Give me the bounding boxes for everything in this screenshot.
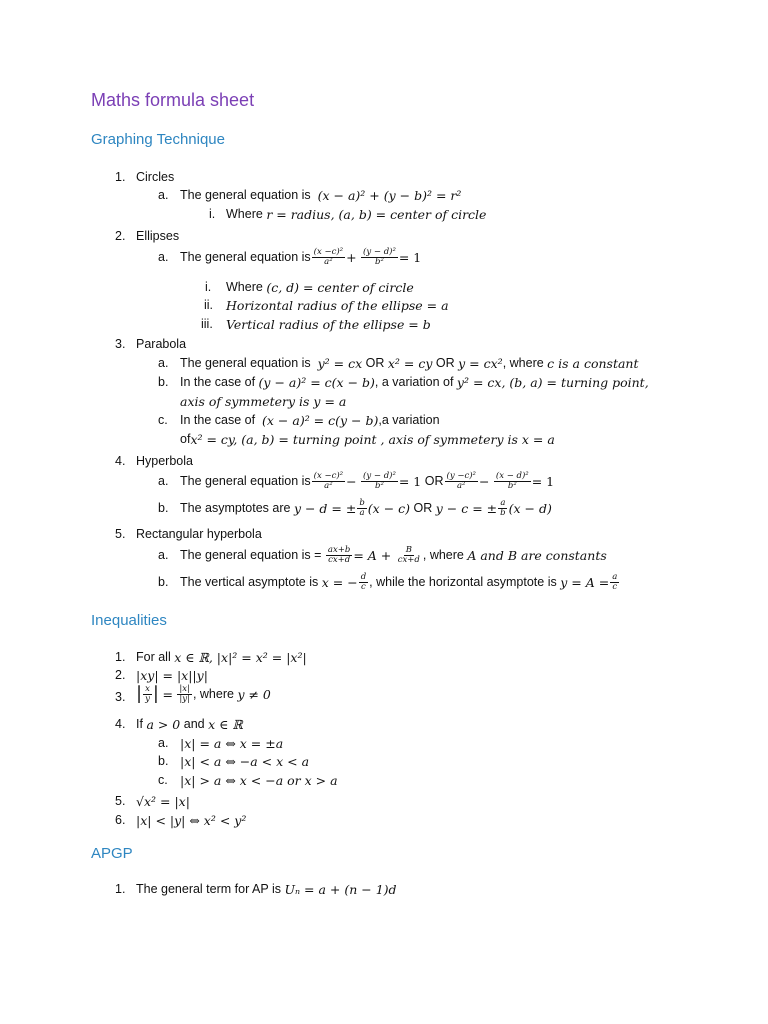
sub-letter: a. [158, 356, 169, 370]
sub-letter: b. [158, 375, 169, 389]
sub-letter: a. [158, 547, 169, 562]
item-label-rectangular-hyperbola: Rectangular hyperbola [136, 527, 262, 541]
denominator: a² [324, 256, 333, 267]
case-text: In the case of [180, 413, 256, 427]
for-all-text: For all [136, 650, 171, 664]
equation-math: = A + [353, 547, 392, 563]
condition-math: x ∈ ℝ [208, 717, 243, 732]
numerator: x [145, 684, 150, 694]
inequality-item-6: |x| < |y| ⇔ x² < y² [136, 813, 247, 828]
equation-text: The general equation is [180, 188, 311, 202]
radius-math: Vertical radius of the ellipse = b [226, 317, 431, 332]
parabola-case-b [158, 375, 649, 390]
numerator: (y − d)² [363, 471, 396, 481]
or-text: OR [435, 356, 455, 370]
asymptote-text: The vertical asymptote is [180, 574, 319, 589]
where-text: Where [226, 207, 263, 221]
hyperbola-asymptotes [158, 499, 552, 518]
asymptote-text: , while the horizontal asymptote is [369, 574, 557, 589]
and-text: and [183, 717, 205, 731]
sub-letter: c. [158, 413, 168, 427]
inequality-item-2: |xy| = |x||y| [136, 668, 208, 683]
inequality-math: |x| < a ⇔ −a < x < a [180, 754, 310, 769]
list-number: 3. [115, 690, 126, 704]
equals-one: = 1 [398, 249, 422, 265]
equation-math: (x − a)² + (y − b)² = r² [317, 188, 462, 203]
equation-text: The general equation is [180, 249, 311, 264]
inequality-item-4a [158, 736, 283, 751]
general-term-text: The general term for AP is [136, 882, 281, 896]
denominator: |y| [179, 693, 190, 704]
equals-one: = 1 [398, 473, 422, 489]
sub-letter: b. [158, 500, 169, 515]
list-number: 5. [115, 794, 126, 808]
where-text: , where [422, 547, 464, 562]
inequality-item-4b [158, 754, 309, 769]
denominator: cx+d [397, 554, 420, 565]
asymptote-math: y = A = [560, 574, 610, 590]
equals-one: = 1 [531, 473, 555, 489]
ellipses-general-equation [158, 248, 421, 267]
equation-text: The general equation is = [180, 547, 322, 562]
list-number: 1. [115, 650, 126, 664]
case-text: In the case of [180, 375, 256, 389]
inequality-item-1 [136, 650, 307, 665]
roman-number: ii. [204, 298, 214, 312]
condition-math: y ≠ 0 [237, 686, 271, 702]
constant-math: c is a constant [547, 356, 639, 371]
where-math: r = radius, (a, b) = center of circle [266, 207, 487, 222]
fraction [494, 472, 531, 491]
variation-text: ,a variation [378, 413, 440, 427]
parabola-case-c-line2 [180, 432, 555, 447]
fraction [361, 248, 398, 267]
fraction [361, 472, 398, 491]
denominator: a [359, 507, 365, 518]
list-number: 1. [115, 882, 126, 896]
equation-math: x² = cy [387, 356, 433, 371]
fraction [359, 573, 368, 592]
item-label-ellipses: Ellipses [136, 229, 180, 243]
fraction [396, 546, 422, 565]
case-math: (x − a)² = c(y − b) [262, 413, 379, 428]
of-text: of [180, 432, 191, 446]
where-text: Where [226, 280, 263, 294]
case-math: (y − a)² = c(x − b) [258, 375, 375, 390]
denominator: cx+d [328, 554, 351, 565]
fraction [610, 573, 619, 592]
sub-letter: b. [158, 754, 169, 768]
list-number: 1. [115, 170, 126, 184]
condition-math: a > 0 [146, 717, 181, 732]
denominator: c [612, 581, 618, 592]
hyperbola-general-equation [158, 472, 554, 491]
operator: = [162, 686, 173, 702]
roman-number: iii. [201, 317, 213, 331]
denominator: a² [324, 480, 333, 491]
numerator: (x − d)² [495, 471, 529, 481]
operator: − [346, 473, 357, 489]
asymptote-math: x = − [321, 574, 358, 590]
numerator: d [360, 572, 367, 582]
numerator: (y −c)² [446, 471, 476, 481]
where-text: , where [502, 356, 544, 370]
parabola-axis-of-symmetry: axis of symmetery is y = a [180, 394, 347, 409]
denominator: a² [456, 480, 466, 491]
fraction [312, 472, 345, 491]
numerator: (x −c)² [313, 247, 344, 257]
list-number: 2. [115, 668, 126, 682]
numerator: B [405, 545, 412, 555]
numerator: (y − d)² [363, 247, 396, 257]
roman-number: i. [205, 280, 212, 294]
asymptote-math: y − c = ± [435, 500, 498, 516]
list-number: 5. [115, 527, 126, 541]
item-label-parabola: Parabola [136, 337, 187, 351]
asymptote-math: y − d = ± [293, 500, 357, 516]
general-term-math: Uₙ = a + (n − 1)d [284, 882, 397, 897]
numerator: ax+b [327, 545, 351, 555]
inequality-item-3 [136, 685, 271, 704]
or-text: OR [365, 356, 385, 370]
parabola-general-equation [158, 356, 639, 371]
fraction [143, 685, 152, 704]
fraction [445, 472, 478, 491]
list-number: 4. [115, 454, 126, 468]
item-label-hyperbola: Hyperbola [136, 454, 193, 468]
fraction [357, 499, 366, 518]
where-text: , where [192, 686, 234, 701]
sub-letter: a. [158, 736, 169, 750]
circles-where [209, 207, 486, 222]
variation-math: x² = cy, (a, b) = turning point , axis of symmetery is x = a [190, 432, 555, 447]
equation-text: The general equation is [180, 356, 311, 370]
fraction [312, 248, 345, 267]
asymptote-math: (x − d) [508, 500, 552, 516]
inequality-item-4 [136, 717, 243, 732]
operator: − [478, 473, 490, 489]
sub-letter: a. [158, 249, 169, 264]
rect-hyperbola-general-equation [158, 546, 607, 565]
sub-letter: a. [158, 473, 169, 488]
denominator: b² [375, 480, 384, 491]
denominator: b² [375, 256, 384, 267]
inequality-math: x ∈ ℝ, |x|² = x² = |x²| [174, 650, 307, 665]
ellipses-vertical-radius [201, 317, 431, 332]
list-number: 2. [115, 229, 126, 243]
inequality-math: |x| = a ⇔ x = ±a [180, 736, 284, 751]
section-heading-inequalities: Inequalities [91, 612, 167, 629]
asymptote-text: The asymptotes are [180, 500, 291, 515]
rect-hyperbola-asymptotes [158, 573, 620, 592]
ellipses-where [205, 280, 414, 295]
list-number: 3. [115, 337, 126, 351]
fraction [498, 499, 507, 518]
inequality-math: |x| > a ⇔ x < −a or x > a [180, 773, 338, 788]
sub-letter: b. [158, 574, 169, 589]
constant-math: A and B are constants [467, 547, 607, 563]
section-heading-apgp: APGP [91, 845, 133, 862]
parabola-case-c [158, 413, 440, 428]
list-number: 6. [115, 813, 126, 827]
inequality-item-4c [158, 773, 338, 788]
if-text: If [136, 717, 143, 731]
item-label-circles: Circles [136, 170, 175, 184]
numerator: (x −c)² [313, 471, 344, 481]
denominator: b [500, 507, 506, 518]
abs-bar: | [136, 683, 143, 705]
where-math: (c, d) = center of circle [266, 280, 414, 295]
equation-math: y² = cx [317, 356, 363, 371]
apgp-item-1 [136, 882, 397, 897]
sub-letter: a. [158, 188, 169, 202]
numerator: |x| [179, 684, 190, 694]
list-number: 4. [115, 717, 126, 731]
sub-letter: c. [158, 773, 168, 787]
numerator: b [359, 498, 365, 508]
or-text: OR [424, 473, 444, 488]
denominator: c [361, 581, 366, 592]
roman-number: i. [209, 207, 216, 221]
equation-math: y = cx² [458, 356, 503, 371]
ellipses-horizontal-radius [204, 298, 449, 313]
asymptote-math: (x − c) [367, 500, 411, 516]
denominator: y [145, 693, 150, 704]
fraction [177, 685, 192, 704]
variation-math: y² = cx, (b, a) = turning point, [456, 375, 649, 390]
or-text: OR [413, 500, 433, 515]
operator: + [346, 249, 357, 265]
inequality-item-5: √x² = |x| [136, 794, 190, 809]
variation-text: , a variation of [374, 375, 454, 389]
numerator: a [500, 498, 506, 508]
fraction [326, 546, 352, 565]
numerator: a [612, 572, 618, 582]
equation-text: The general equation is [180, 473, 311, 488]
abs-bar: | [152, 683, 159, 705]
section-heading-graphing: Graphing Technique [91, 131, 225, 148]
circles-general-equation [158, 188, 461, 203]
radius-math: Horizontal radius of the ellipse = a [226, 298, 449, 313]
page-title: Maths formula sheet [91, 90, 255, 110]
denominator: b² [507, 480, 517, 491]
